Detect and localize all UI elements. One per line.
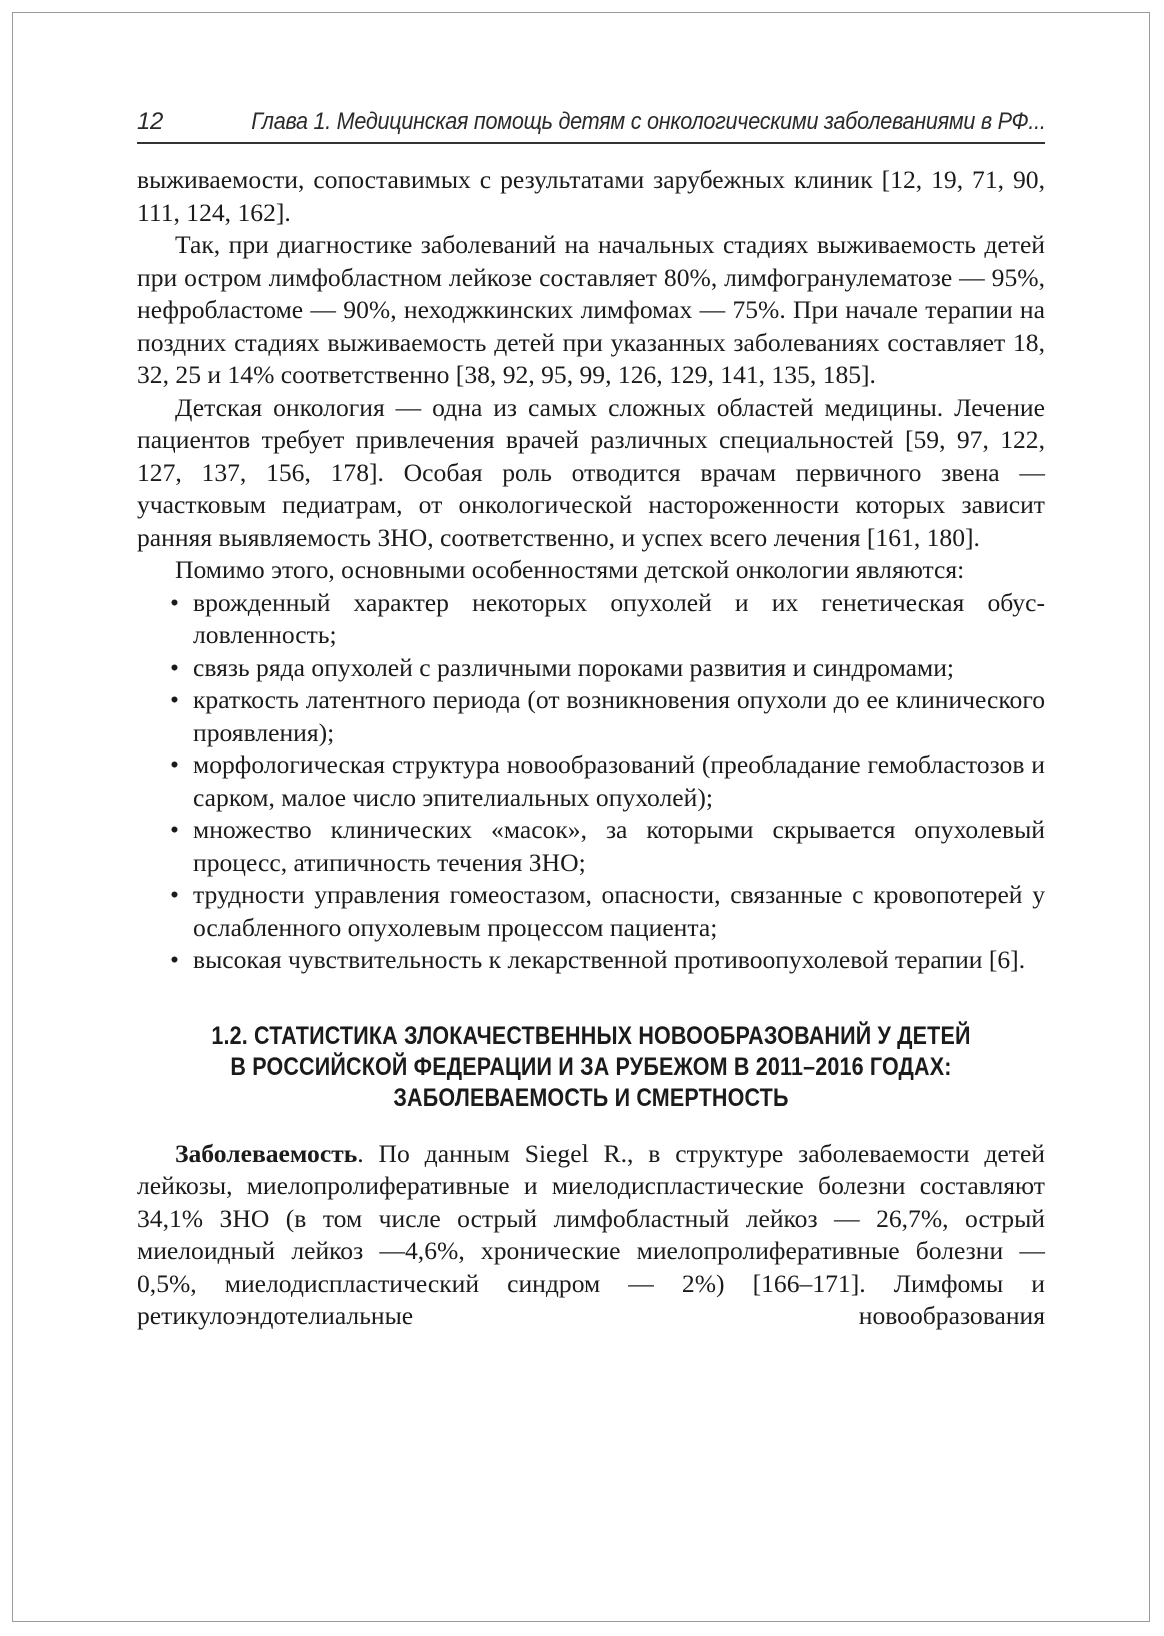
bullet-icon: • xyxy=(170,587,179,617)
section-heading-line: ЗАБОЛЕВАЕМОСТЬ И СМЕРТНОСТЬ xyxy=(393,1083,789,1112)
bullet-icon: • xyxy=(170,750,179,779)
bullet-icon: • xyxy=(170,945,179,974)
list-item xyxy=(137,749,1045,814)
list-item-text: краткость латентного периода (от возникновения опухоли до ее клинического проявления); xyxy=(193,685,1045,747)
bullet-icon: • xyxy=(170,685,179,714)
list-item-text: трудности управления гомеостазом, опасности, связанные с кровопотерей у ослабленного опухолевым процессом пациента; xyxy=(193,880,1045,942)
list-item-text: множество клинических «масок», за которыми скрывается опухолевый процесс, атипичность течения ЗНО; xyxy=(193,815,1045,877)
list-item-text: высокая чувствительность к лекарственной противоопухолевой терапии [6]. xyxy=(193,945,1026,974)
list-item xyxy=(137,652,1045,685)
list-item xyxy=(137,587,1045,652)
features-list xyxy=(137,587,1045,977)
chapter-title: Глава 1. Медицинская помощь детям с онкологическими заболеваниями в РФ... xyxy=(251,108,1046,135)
paragraph-continuation: выживаемости, сопоставимых с результатами зарубежных клиник [12, 19, 71, 90, 111, 124, 162]. xyxy=(137,165,1045,227)
paragraph-incidence xyxy=(137,1138,1045,1333)
lead-term: Заболеваемость xyxy=(175,1138,358,1168)
bullet-icon: • xyxy=(170,652,179,682)
page-content xyxy=(137,108,1045,1333)
list-item xyxy=(137,944,1045,977)
list-item xyxy=(137,684,1045,749)
list-item-text: связь ряда опухолей с различными пороками развития и синдромами; xyxy=(193,652,955,682)
paragraph-features-intro: Помимо этого, основными особенностями детской онкологии являются: xyxy=(175,555,965,584)
section-heading xyxy=(201,1021,982,1114)
section-heading-line: 1.2. СТАТИСТИКА ЗЛОКАЧЕСТВЕННЫХ НОВООБРАЗОВАНИЙ У ДЕТЕЙ xyxy=(211,1021,971,1050)
page-number: 12 xyxy=(137,108,164,135)
running-header xyxy=(137,108,1045,144)
body-text xyxy=(137,164,1045,1333)
paragraph-incidence-text: . По данным Siegel R., в структуре заболеваемости детей лейкозы, миелопролиферативные и миелодиспластические болезни составляют 34,1% ЗНО (в том числе острый лимфобластный лейкоз — 26,7%, острый миелоидный лейкоз —4,6%, хронические миелопролиферативные болезни — 0,5%, миелодиспластический синдром — 2%) [166–171]. Лимфомы и ретикулоэндотелиальные новообразования xyxy=(137,1138,1045,1330)
bullet-icon: • xyxy=(170,880,179,909)
paragraph-pediatric-oncology: Детская онкология — одна из самых сложных областей медицины. Лечение пациентов требует привлечения врачей различных специальностей [59, 97, 122, 127, 137, 156, 178]. Особая роль отводится врачам первичного звена — участковым педиатрам, от онкологической настороженности которых зависит ранняя выявляемость ЗНО, соответственно, и успех всего лечения [161, 180]. xyxy=(137,392,1045,552)
list-item-text: морфологическая структура новообразований (преобладание гемобластозов и сарком, малое число эпителиальных опухолей); xyxy=(193,750,1045,812)
list-item xyxy=(137,879,1045,944)
section-heading-line: В РОССИЙСКОЙ ФЕДЕРАЦИИ И ЗА РУБЕЖОМ В 2011–2016 ГОДАХ: xyxy=(230,1052,952,1081)
bullet-icon: • xyxy=(170,815,179,844)
paragraph-survival-rates: Так, при диагностике заболеваний на начальных стадиях выживаемость детей при остром лимфобластном лейкозе составляет 80%, лимфогранулематозе — 95%, нефробластоме — 90%, неходжкинских лимфомах — 75%. При начале терапии на поздних стадиях выживаемость детей при указанных заболеваниях составляет 18, 32, 25 и 14% соответственно [38, 92, 95, 99, 126, 129, 141, 135, 185]. xyxy=(137,230,1045,389)
list-item xyxy=(137,814,1045,879)
list-item-text: врожденный характер некоторых опухолей и их генетическая обусловленность; xyxy=(193,587,1045,649)
